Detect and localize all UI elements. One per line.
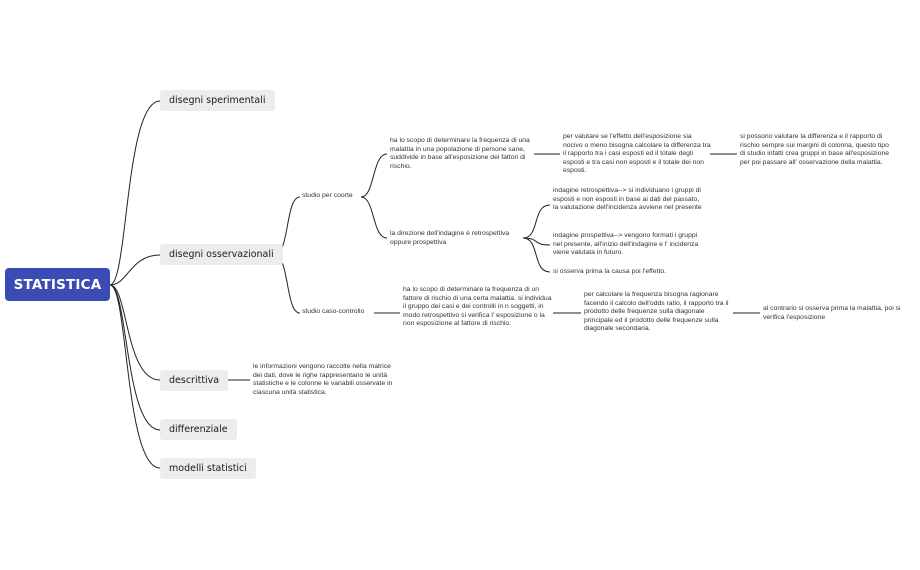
node-causa-effetto[interactable]: si osserva prima la causa poi l'effetto.: [553, 268, 666, 275]
node-indagine-prospettiva[interactable]: indagine prospettiva--> vengono formati i gruppi nel presente, all'inizio dell'indagine e l' incidenza viene valutata in futuro.: [553, 232, 699, 257]
node-coorte-valutare[interactable]: per valutare se l'effetto dell'esposizione sia nocivo o meno bisogna calcolare la differenza tra il rapporto tra i casi esposti ed il totale degli esposti e tra casi non esposti e il totale dei non esposti.: [563, 133, 711, 175]
node-coorte-margini[interactable]: si possono valutare la differenza e il rapporto di rischio sempre sui margini di colonna, questo tipo di studio infatti crea gruppi in base all'esposizione per poi passare all' osservazione della malattia.: [740, 133, 890, 166]
node-descrittiva-info[interactable]: le informazioni vengono raccolte nella matrice dei dati, dove le righe rappresentano le unità statistiche e le colonne le variabili osservate in ciascuna unità statistica.: [253, 363, 393, 396]
node-modelli-statistici[interactable]: modelli statistici: [160, 458, 256, 479]
node-studio-per-coorte[interactable]: studio per coorte: [302, 192, 353, 199]
node-descrittiva[interactable]: descrittiva: [160, 370, 228, 391]
node-coorte-scopo[interactable]: ha lo scopo di determinare la frequenza di una malattia in una popolazione di persone sane, suddivide in base all'esposizione dei fattori di rischio.: [390, 137, 530, 170]
node-caso-scopo[interactable]: ha lo scopo di determinare la frequenza di un fattore di rischio di una certa malattia. si individua il gruppo dei casi e dei controlli in n soggetti, in modo retrospettivo si verifica l' esposizione o la non esposizione al fattore di rischio.: [403, 286, 552, 328]
node-coorte-direzione[interactable]: la direzione dell'indagine è retrospettiva oppure prospettiva: [390, 230, 510, 246]
node-disegni-osservazionali[interactable]: disegni osservazionali: [160, 244, 283, 265]
node-caso-contrario[interactable]: al contrario si osserva prima la malattia, poi si verifica l'esposizione: [763, 305, 901, 321]
node-indagine-retrospettiva[interactable]: indagine retrospettiva--> si individuano i gruppi di esposti e non esposti in base ai dati del passato, la valutazione dell'incidenza avviene nel presente: [553, 187, 702, 212]
node-studio-caso-controllo[interactable]: studio caso-controllo: [302, 308, 365, 315]
node-disegni-sperimentali[interactable]: disegni sperimentali: [160, 90, 275, 111]
node-differenziale[interactable]: differenziale: [160, 419, 237, 440]
root-node-statistica[interactable]: STATISTICA: [5, 268, 110, 301]
node-caso-calcolare[interactable]: per calcolare la frequenza bisogna ragionare facendo il calcolo dell'odds ratio, il rapporto tra il prodotto delle frequenze sulla diagonale principale ed il prodotto delle frequenze sulla diagonale secondaria.: [584, 291, 729, 333]
